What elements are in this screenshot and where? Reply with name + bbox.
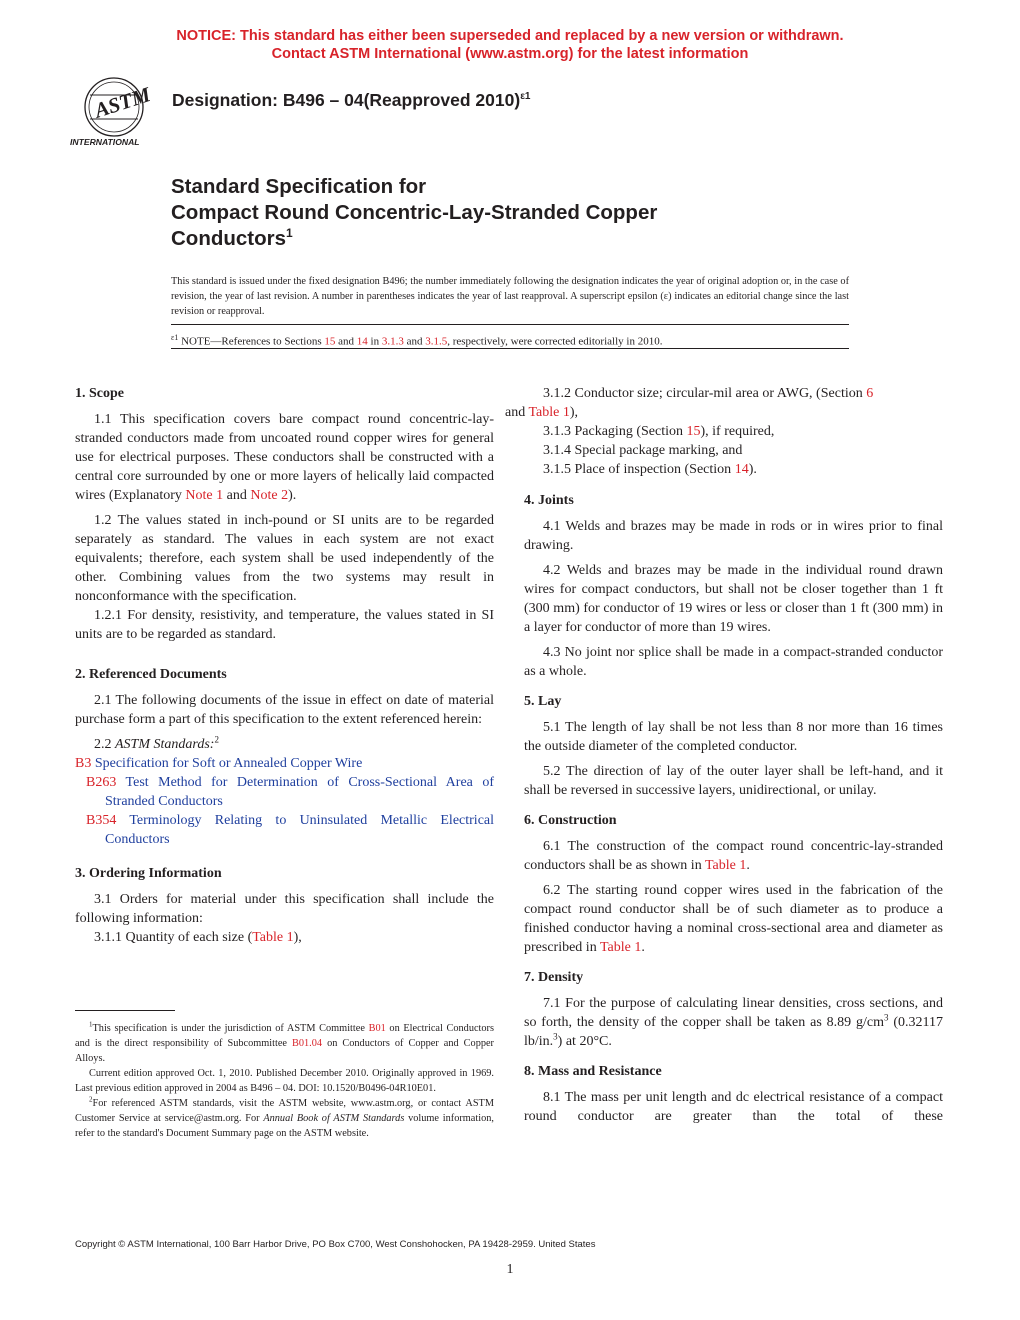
- footnote-mark: 1: [89, 1020, 93, 1029]
- paragraph-text: 3.1.5 Place of inspection (Section: [543, 462, 735, 477]
- left-column: [75, 384, 494, 947]
- paragraph-3-1-2: [505, 384, 943, 422]
- superscript: 3: [883, 1012, 889, 1023]
- paragraph-text: .: [641, 940, 645, 955]
- paragraph-label: 2.2: [94, 737, 115, 752]
- paragraph-4-3: 4.3 No joint nor splice shall be made in a compact-stranded conductor as a whole.: [524, 645, 943, 679]
- section-heading-referenced-documents: 2. Referenced Documents: [75, 667, 227, 682]
- reference-title[interactable]: Specification for Soft or Annealed Copper Wire: [94, 756, 363, 771]
- paragraph-text: 6.2 The starting round copper wires used in the fabrication of the compact round conductor shall be of such diameter as to produce a finished conductor having a nominal cross-sectional area and diameter as prescribed in: [524, 883, 943, 955]
- reference-title[interactable]: Test Method for Determination of Cross-Sectional Area of Stranded Conductors: [105, 775, 494, 809]
- paragraph-8-1: 8.1 The mass per unit length and dc electrical resistance of a compact round conductor are greater than the total of these: [524, 1090, 943, 1124]
- reference-b3[interactable]: [75, 754, 494, 773]
- footnote-text: This specification is under the jurisdiction of ASTM Committee: [92, 1023, 369, 1034]
- title-line-3: [171, 226, 657, 252]
- table-1-link[interactable]: Table 1: [599, 940, 642, 955]
- title-footnote-mark: 1: [286, 226, 293, 241]
- footnote-2: [75, 1096, 494, 1141]
- paragraph-text: and: [223, 488, 251, 503]
- section-heading-density: 7. Density: [524, 970, 584, 985]
- paragraph-text: and: [505, 405, 529, 420]
- paragraph-3-1-4: 3.1.4 Special package marking, and: [543, 443, 743, 458]
- footnote-text: on Conductors of Copper and Copper Alloys.: [75, 1038, 494, 1064]
- paragraph-4-1: 4.1 Welds and brazes may be made in rods or in wires prior to final drawing.: [524, 519, 943, 553]
- section-heading-construction: 6. Construction: [524, 813, 617, 828]
- paragraph-text: ),: [293, 930, 302, 945]
- footnote-2-mark: 2: [214, 734, 219, 745]
- footnote-text: volume information, refer to the standard's Document Summary page on the ASTM website.: [75, 1113, 494, 1139]
- title-line-3-text: Conductors: [171, 227, 287, 250]
- divider: [171, 324, 849, 325]
- reference-code[interactable]: B263: [86, 775, 117, 790]
- section-14-link[interactable]: 14: [734, 462, 749, 477]
- notice-line-2: Contact ASTM International (www.astm.org) for the latest information: [271, 46, 749, 62]
- section-heading-mass-and-resistance: 8. Mass and Resistance: [524, 1064, 662, 1079]
- paragraph-6-1: [524, 837, 943, 875]
- designation-label: Designation: B496 – 04(Reapproved 2010): [172, 90, 521, 110]
- section-heading-scope: 1. Scope: [75, 386, 124, 401]
- epsilon-mark: ε1: [171, 333, 179, 342]
- astm-standards-label: ASTM Standards:: [115, 737, 215, 752]
- reference-code[interactable]: B3: [75, 756, 92, 771]
- table-1-link[interactable]: Table 1: [528, 405, 570, 420]
- divider: [171, 348, 849, 349]
- page-number: 1: [506, 1262, 514, 1277]
- paragraph-3-1-1: [75, 928, 494, 947]
- table-1-link[interactable]: Table 1: [704, 858, 747, 873]
- paragraph-1-2: 1.2 The values stated in inch-pound or SI units are to be regarded separately as standard. The values in each system are not exact equivalents; therefore, each system shall be used independently of the other. Combining values from the two systems may result in nonconformance with the specification.: [75, 513, 494, 604]
- paragraph-text: 1.1 This specification covers bare compact round concentric-lay-stranded conductors made from uncoated round copper wires for general use for electrical purposes. These conductors shall be constructed with a central core surrounded by one or more layers of helically laid compacted wires (Explanatory: [75, 412, 494, 503]
- notice-line-1: NOTICE: This standard has either been superseded and replaced by a new version or withdrawn.: [176, 28, 844, 44]
- note-1-link[interactable]: Note 1: [185, 488, 224, 503]
- paragraph-3-1-3: [524, 422, 943, 441]
- logo-lettering: ASTM: [91, 82, 154, 123]
- paragraph-text: 3.1.2 Conductor size; circular-mil area or AWG, (Section: [543, 386, 867, 401]
- paragraph-text: .: [746, 858, 750, 873]
- paragraph-text: 3.1.3 Packaging (Section: [543, 424, 687, 439]
- paragraph-1-2-1: 1.2.1 For density, resistivity, and temperature, the values stated in SI units are to be regarded as standard.: [75, 608, 494, 642]
- enote-text: , respectively, were corrected editorially in 2010.: [447, 335, 663, 348]
- enote-text: in: [367, 335, 382, 348]
- footnote-1-edition: Current edition approved Oct. 1, 2010. Published December 2010. Originally approved in 1969. Last previous edition approved in 2004 as B496 – 04. DOI: 10.1520/B0496-04R10E01.: [75, 1068, 494, 1094]
- committee-b01-link[interactable]: B01: [368, 1023, 386, 1034]
- note-2-link[interactable]: Note 2: [250, 488, 289, 503]
- paragraph-5-2: 5.2 The direction of lay of the outer layer shall be left-hand, and it shall be reversed in successive layers, unidirectional, or unilay.: [524, 764, 943, 798]
- reference-code[interactable]: B354: [86, 813, 117, 828]
- paragraph-text: ) at 20°C.: [557, 1034, 612, 1049]
- section-heading-ordering-information: 3. Ordering Information: [75, 866, 222, 881]
- paragraph-2-2: [75, 735, 494, 754]
- right-column: [505, 384, 943, 1132]
- paragraph-1-1: [75, 410, 494, 505]
- paragraph-text: (0.32117 lb/in.: [524, 1015, 943, 1049]
- designation-superscript: ε1: [520, 91, 531, 103]
- reference-title[interactable]: Terminology Relating to Uninsulated Metallic Electrical Conductors: [105, 813, 495, 847]
- paragraph-text: ),: [569, 405, 579, 420]
- withdrawal-notice: [0, 27, 1020, 63]
- section-heading-joints: 4. Joints: [524, 493, 574, 508]
- paragraph-5-1: 5.1 The length of lay shall be not less than 8 nor more than 16 times the outside diameter of the completed conductor.: [524, 720, 943, 754]
- enote-text: NOTE—References to Sections: [178, 335, 325, 348]
- paragraph-2-1: 2.1 The following documents of the issue in effect on date of material purchase form a part of this specification to the extent referenced herein:: [75, 693, 494, 727]
- table-1-link[interactable]: Table 1: [252, 930, 294, 945]
- footnote-divider: [75, 1010, 175, 1011]
- paragraph-3-1: 3.1 Orders for material under this specification shall include the following information:: [75, 892, 494, 926]
- section-link-3-1-3[interactable]: 3.1.3: [381, 335, 404, 348]
- paragraph-3-1-5: [524, 460, 943, 479]
- paragraph-7-1: [524, 994, 943, 1051]
- enote-text: and: [335, 335, 357, 348]
- designation: [172, 89, 531, 111]
- paragraph-text: ).: [748, 462, 757, 477]
- section-link-15[interactable]: 15: [324, 335, 336, 348]
- document-title: [171, 174, 657, 252]
- section-6-link[interactable]: 6: [866, 386, 874, 401]
- footnote-1: [75, 1021, 494, 1066]
- paragraph-text: 7.1 For the purpose of calculating linear densities, cross sections, and so forth, the density of the copper shall be taken as 8.89 g/cm: [524, 996, 943, 1030]
- footnote-text: For referenced ASTM standards, visit the ASTM website, www.astm.org, or contact ASTM Customer Service at service@astm.org. For: [75, 1098, 494, 1124]
- reference-b354[interactable]: [75, 811, 494, 849]
- astm-logo-icon: [68, 73, 164, 149]
- section-15-link[interactable]: 15: [686, 424, 701, 439]
- superscript: 3: [553, 1031, 558, 1042]
- paragraph-text: 3.1.1 Quantity of each size (: [94, 930, 253, 945]
- copyright-line: Copyright © ASTM International, 100 Barr Harbor Drive, PO Box C700, West Conshohocken, PA 19428-2959. United States: [75, 1239, 596, 1250]
- section-heading-lay: 5. Lay: [524, 694, 562, 709]
- issued-note: This standard is issued under the fixed designation B496; the number immediately following the designation indicates the year of original adoption or, in the case of revision, the year of last revision. A number in parentheses indicates the year of last reapproval. A superscript epsilon (ε) indicates an editorial change since the last revision or reapproval.: [171, 276, 849, 317]
- paragraph-text: 6.1 The construction of the compact round concentric-lay-stranded conductors shall be as shown in: [524, 839, 943, 873]
- enote-text: and: [403, 335, 426, 348]
- paragraph-6-2: [524, 881, 943, 957]
- paragraph-4-2: 4.2 Welds and brazes may be made in the individual round drawn wires for compact conductors, but shall not be closer together than 1 ft (300 mm) for conductor of 19 wires or less or closer than 1 ft (300 mm) in a layer for conductor of more than 19 wires.: [524, 563, 943, 635]
- paragraph-text: ).: [288, 488, 297, 503]
- section-link-14[interactable]: 14: [356, 335, 368, 348]
- title-line-2: Compact Round Concentric-Lay-Stranded Copper: [171, 201, 658, 224]
- editorial-note: [171, 330, 662, 350]
- footnote-text: on Electrical Conductors and is the direct responsibility of Subcommittee: [75, 1023, 494, 1049]
- section-link-3-1-5[interactable]: 3.1.5: [425, 335, 448, 348]
- paragraph-text: ), if required,: [700, 424, 775, 439]
- annual-book-title: Annual Book of ASTM Standards: [263, 1113, 405, 1124]
- footnote-mark: 2: [89, 1095, 93, 1104]
- title-line-1: Standard Specification for: [171, 175, 427, 198]
- reference-b263[interactable]: [75, 773, 494, 811]
- subcommittee-b01-04-link[interactable]: B01.04: [292, 1038, 323, 1049]
- logo-subtitle: INTERNATIONAL: [70, 137, 140, 147]
- footnotes: [75, 1021, 494, 1141]
- astm-international-logo: [68, 73, 164, 149]
